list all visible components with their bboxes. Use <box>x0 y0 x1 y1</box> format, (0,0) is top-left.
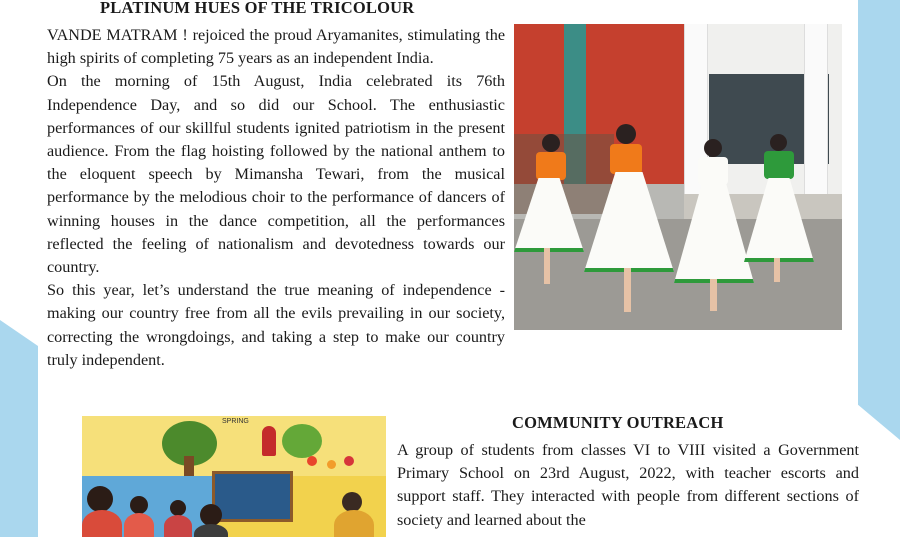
paragraph-celebration: On the morning of 15th August, India celebrated its 76th Independence Day, and so did our School. The enthusiastic performances of our skillful students ignited patriotism in the present audience. From the flag hoisting followed by the national anthem to the eloquent speech by Mimansha Tewari, from the musical performance by the melodious choir to the performance of dancers of winning houses in the dance competition, all the performances reflected the feeling of nationalism and devotedness towards our country. <box>47 72 505 277</box>
section-heading-community-outreach: COMMUNITY OUTREACH <box>512 413 724 432</box>
paragraph-meaning: So this year, let’s understand the true meaning of independence - making our country free from all the evils prevailing in our society, correcting the wrongdoings, and taking a step to make our country truly independent. <box>47 281 505 369</box>
article-body-tricolour <box>47 24 505 372</box>
photo-community-outreach-classroom <box>82 416 386 537</box>
article-body-community-outreach <box>397 439 859 532</box>
paragraph-intro: VANDE MATRAM ! rejoiced the proud Aryamanites, stimulating the high spirits of completing 75 years as an independent India. <box>47 26 505 68</box>
photo-independence-day-dancers <box>514 24 842 330</box>
decorative-band-right <box>858 0 900 440</box>
section-heading-tricolour: PLATINUM HUES OF THE TRICOLOUR <box>100 0 415 17</box>
decorative-band-left <box>0 320 38 537</box>
paragraph-outreach: A group of students from classes VI to VIII visited a Government Primary School on 23rd August, 2022, with teacher escorts and support staff. They interacted with people from different sections of society and learned about the <box>397 441 859 529</box>
mural-spring-label: SPRING <box>222 418 249 425</box>
